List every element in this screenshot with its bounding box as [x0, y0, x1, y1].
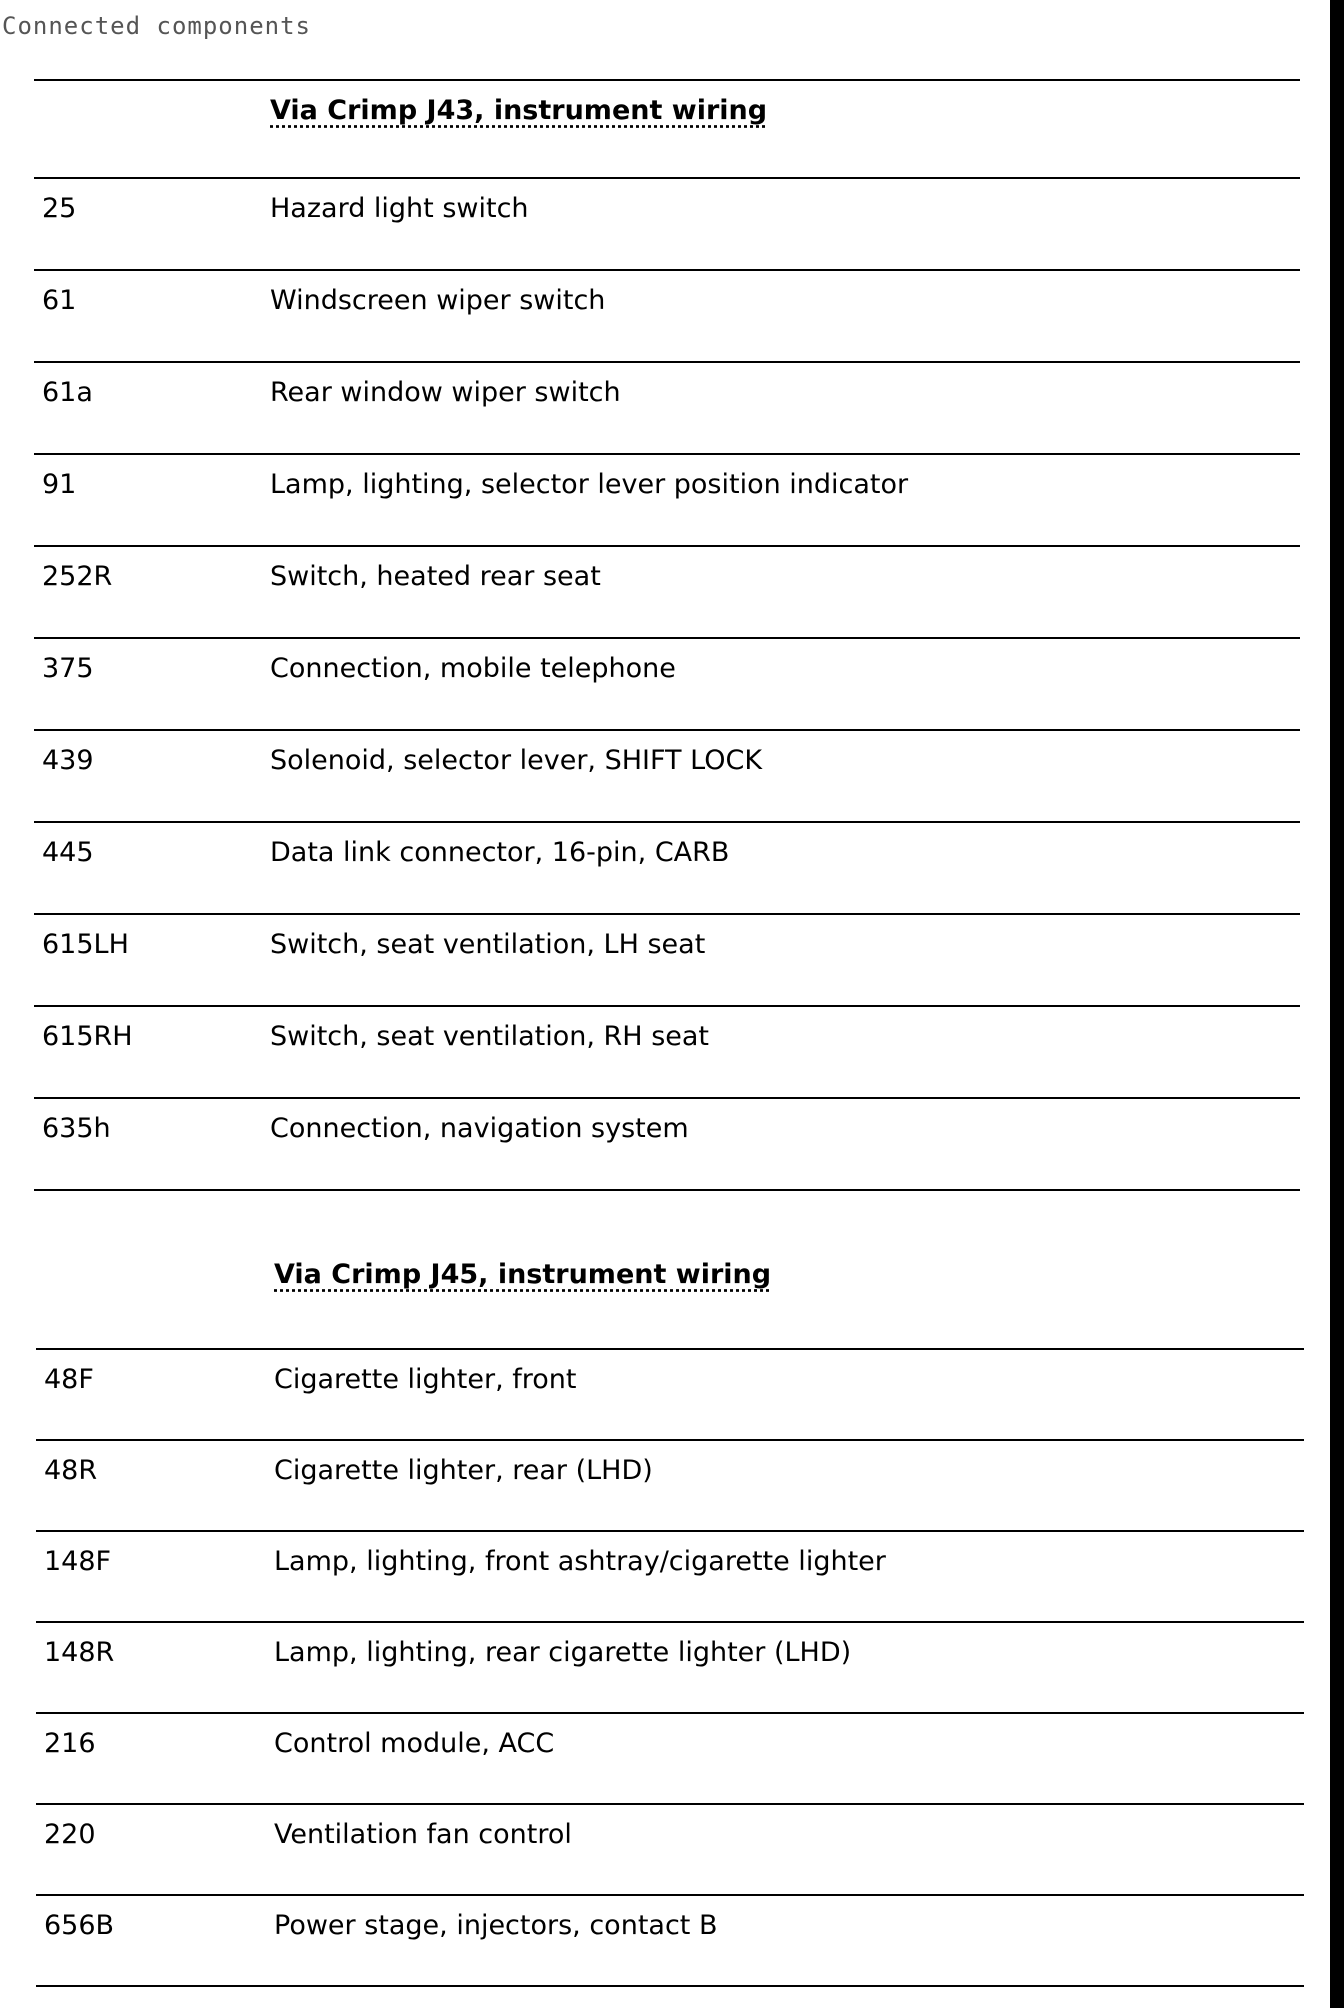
component-code: 375	[42, 653, 94, 684]
page-edge-bar	[1330, 0, 1344, 2008]
component-code: 252R	[42, 561, 113, 592]
table-row	[34, 1007, 1300, 1099]
component-description: Solenoid, selector lever, SHIFT LOCK	[270, 745, 763, 776]
section-title: Via Crimp J43, instrument wiring	[270, 95, 768, 126]
component-description: Data link connector, 16-pin, CARB	[270, 837, 730, 868]
component-description: Lamp, lighting, rear cigarette lighter (LHD)	[274, 1637, 852, 1668]
component-description: Power stage, injectors, contact B	[274, 1910, 718, 1941]
component-description: Switch, seat ventilation, LH seat	[270, 929, 706, 960]
table-row	[34, 731, 1300, 823]
table-body	[36, 1350, 1304, 1987]
table-row	[34, 179, 1300, 271]
table-row	[36, 1532, 1304, 1623]
component-code: 48F	[44, 1364, 94, 1395]
component-code: 48R	[44, 1455, 98, 1486]
table-row	[34, 639, 1300, 731]
component-code: 61	[42, 285, 77, 316]
component-code: 439	[42, 745, 94, 776]
component-table-j45	[36, 1259, 1304, 1987]
component-description: Connection, mobile telephone	[270, 653, 676, 684]
component-description: Switch, heated rear seat	[270, 561, 601, 592]
component-description: Connection, navigation system	[270, 1113, 689, 1144]
component-code: 148F	[44, 1546, 112, 1577]
table-row	[36, 1714, 1304, 1805]
component-code: 216	[44, 1728, 96, 1759]
section-title: Via Crimp J45, instrument wiring	[274, 1259, 772, 1290]
table-row	[34, 363, 1300, 455]
component-code: 615LH	[42, 929, 129, 960]
table-row	[36, 1896, 1304, 1987]
component-table-j43	[34, 79, 1300, 1191]
component-code: 148R	[44, 1637, 115, 1668]
table-row	[36, 1805, 1304, 1896]
component-description: Switch, seat ventilation, RH seat	[270, 1021, 710, 1052]
component-code: 220	[44, 1819, 96, 1850]
component-description: Lamp, lighting, front ashtray/cigarette lighter	[274, 1546, 886, 1577]
table-row	[34, 1099, 1300, 1191]
section-header	[34, 81, 1300, 179]
table-row	[34, 455, 1300, 547]
component-code: 61a	[42, 377, 93, 408]
component-code: 445	[42, 837, 94, 868]
table-row	[34, 823, 1300, 915]
table-row	[34, 271, 1300, 363]
table-row	[34, 915, 1300, 1007]
component-code: 91	[42, 469, 77, 500]
table-row	[36, 1623, 1304, 1714]
component-code: 25	[42, 193, 77, 224]
component-description: Hazard light switch	[270, 193, 529, 224]
component-description: Windscreen wiper switch	[270, 285, 606, 316]
component-code: 615RH	[42, 1021, 133, 1052]
component-code: 635h	[42, 1113, 111, 1144]
component-description: Rear window wiper switch	[270, 377, 621, 408]
component-description: Ventilation fan control	[274, 1819, 572, 1850]
table-row	[36, 1441, 1304, 1532]
component-code: 656B	[44, 1910, 115, 1941]
table-row	[34, 547, 1300, 639]
table-body	[34, 179, 1300, 1191]
component-description: Control module, ACC	[274, 1728, 555, 1759]
component-description: Cigarette lighter, front	[274, 1364, 577, 1395]
page-heading: Connected components	[2, 12, 311, 40]
table-row	[36, 1350, 1304, 1441]
component-description: Lamp, lighting, selector lever position indicator	[270, 469, 909, 500]
component-description: Cigarette lighter, rear (LHD)	[274, 1455, 653, 1486]
section-header	[36, 1259, 1304, 1350]
